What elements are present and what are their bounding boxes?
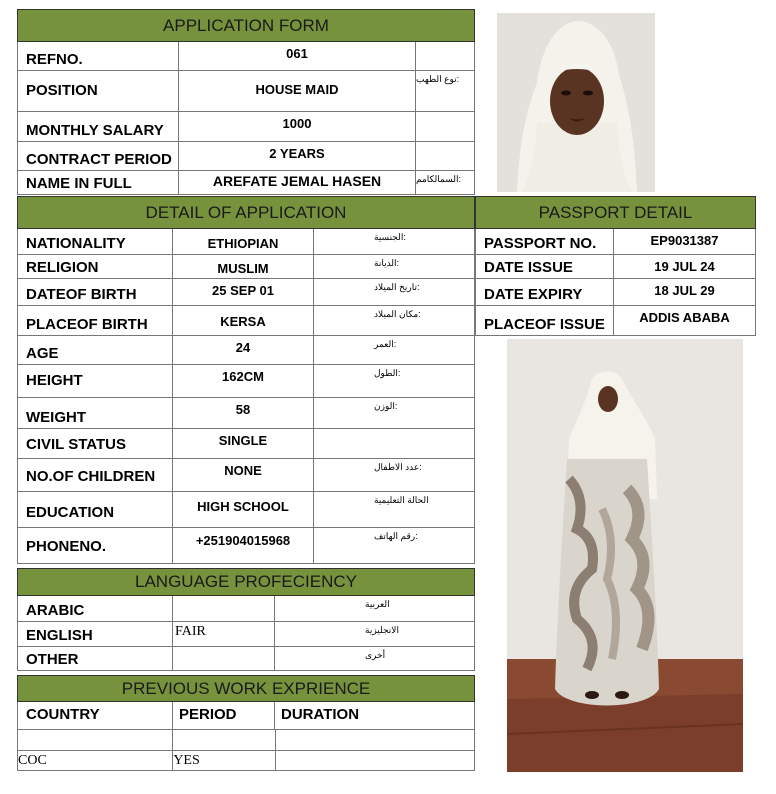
height-value: 162CM: [173, 365, 314, 397]
full-body-image: [507, 339, 743, 772]
civil-status-label: CIVIL STATUS: [18, 429, 173, 458]
children-arabic: :عدد الاطفال: [374, 462, 422, 472]
table-row: [17, 279, 475, 306]
duration-header: DURATION: [281, 706, 360, 723]
nationality-value: ETHIOPIAN: [173, 229, 314, 254]
passport-no-label: PASSPORT NO.: [476, 229, 614, 254]
passport-header: PASSPORT DETAIL: [475, 196, 756, 229]
education-arabic: الحالة التعليمية: [374, 495, 429, 505]
dob-label: DATEOF BIRTH: [18, 279, 173, 305]
other-value: [173, 647, 275, 670]
english-label: ENGLISH: [18, 622, 173, 646]
age-value: 24: [173, 336, 314, 364]
salary-value: 1000: [179, 112, 416, 141]
weight-value: 58: [173, 398, 314, 428]
table-row: [17, 398, 475, 429]
work-empty-cell: [18, 730, 173, 750]
work-table: [17, 702, 475, 771]
refno-label: REFNO.: [18, 42, 179, 70]
table-row: [17, 492, 475, 528]
pob-label: PLACEOF BIRTH: [18, 306, 173, 335]
other-arabic: أخرى: [365, 650, 386, 660]
religion-label: RELIGION: [18, 255, 173, 278]
table-row: [475, 279, 756, 306]
portrait-image: [497, 13, 655, 192]
position-arabic: :نوع الطهب: [416, 74, 460, 84]
date-issue-label: DATE ISSUE: [476, 255, 614, 278]
work-empty-cell: [276, 751, 474, 770]
children-value: NONE: [173, 459, 314, 491]
passport-no-value: EP9031387: [650, 233, 719, 248]
arabic-arabic: العربية: [365, 599, 390, 609]
detail-header: DETAIL OF APPLICATION: [17, 196, 475, 229]
english-arabic: الانجليزية: [365, 625, 399, 635]
table-row: [17, 71, 475, 112]
table-row: [17, 429, 475, 459]
table-row: [17, 528, 475, 564]
detail-table: [17, 229, 475, 564]
table-row: [17, 142, 475, 171]
application-form-header: APPLICATION FORM: [17, 9, 475, 42]
name-label: NAME IN FULL: [18, 171, 179, 194]
name-arabic: :السمالكامم: [416, 174, 461, 184]
english-value: FAIR: [173, 622, 275, 646]
table-row: [17, 42, 475, 71]
pob-arabic: :مكان الميلاد: [374, 309, 421, 319]
height-label: HEIGHT: [18, 365, 173, 397]
contract-arabic: [416, 142, 474, 170]
nationality-arabic: :الجنسية: [374, 232, 406, 242]
children-label: NO.OF CHILDREN: [18, 459, 173, 491]
age-label: AGE: [18, 336, 173, 364]
religion-arabic: :الديانة: [374, 258, 400, 268]
language-table: [17, 596, 475, 671]
table-row: [17, 596, 475, 622]
table-row: [17, 306, 475, 336]
age-arabic: :العمر: [374, 339, 397, 349]
education-value: HIGH SCHOOL: [173, 492, 314, 527]
table-row: [17, 255, 475, 279]
date-expiry-label: DATE EXPIRY: [476, 279, 614, 305]
pob-value: KERSA: [173, 306, 314, 335]
table-row: [17, 751, 475, 771]
date-issue-value: 19 JUL 24: [654, 259, 715, 274]
table-row: [17, 459, 475, 492]
height-arabic: :الطول: [374, 368, 401, 378]
place-issue-value: ADDIS ABABA: [639, 310, 730, 325]
position-label: POSITION: [18, 71, 179, 111]
contract-label: CONTRACT PERIOD: [18, 142, 179, 170]
period-header: PERIOD: [173, 702, 275, 729]
arabic-value: [173, 596, 275, 621]
nationality-label: NATIONALITY: [18, 229, 173, 254]
weight-label: WEIGHT: [18, 398, 173, 428]
other-label: OTHER: [18, 647, 173, 670]
arabic-label: ARABIC: [18, 596, 173, 621]
coc-value: YES: [173, 751, 276, 770]
table-row: [17, 647, 475, 671]
salary-label: MONTHLY SALARY: [18, 112, 179, 141]
phone-arabic: :رقم الهاتف: [374, 531, 418, 541]
table-row: [17, 112, 475, 142]
place-issue-label: PLACEOF ISSUE: [476, 306, 614, 335]
work-empty-cell: [276, 730, 474, 750]
passport-table: [475, 229, 756, 336]
date-expiry-value: 18 JUL 29: [654, 283, 715, 298]
dob-arabic: :تاريخ الميلاد: [374, 282, 420, 292]
language-header: LANGUAGE PROFECIENCY: [17, 568, 475, 596]
table-row: [17, 336, 475, 365]
position-value: HOUSE MAID: [179, 71, 416, 111]
religion-value: MUSLIM: [173, 255, 314, 278]
refno-arabic: [416, 42, 474, 70]
work-empty-cell: [173, 730, 276, 750]
dob-value: 25 SEP 01: [173, 279, 314, 305]
table-row: [17, 229, 475, 255]
name-value: AREFATE JEMAL HASEN: [179, 171, 416, 194]
table-row: [17, 365, 475, 398]
table-row: [475, 306, 756, 336]
table-row: [475, 255, 756, 279]
civil-status-value: SINGLE: [173, 429, 314, 458]
table-row: [475, 229, 756, 255]
phone-label: PHONENO.: [18, 528, 173, 563]
table-row: [17, 171, 475, 195]
country-header: COUNTRY: [18, 702, 173, 729]
coc-label: COC: [18, 751, 173, 770]
portrait-photo: [497, 13, 655, 192]
civil-status-arabic: [314, 429, 474, 458]
weight-arabic: :الوزن: [374, 401, 398, 411]
contract-value: 2 YEARS: [179, 142, 416, 170]
salary-arabic: [416, 112, 474, 141]
application-form-table: [17, 42, 475, 195]
full-body-photo: [507, 339, 743, 772]
table-row: [17, 702, 475, 730]
refno-value: 061: [179, 42, 416, 70]
table-row: [17, 622, 475, 647]
table-row: [17, 730, 475, 751]
phone-value: +251904015968: [173, 528, 314, 563]
education-label: EDUCATION: [18, 492, 173, 527]
work-header: PREVIOUS WORK EXPRIENCE: [17, 675, 475, 702]
